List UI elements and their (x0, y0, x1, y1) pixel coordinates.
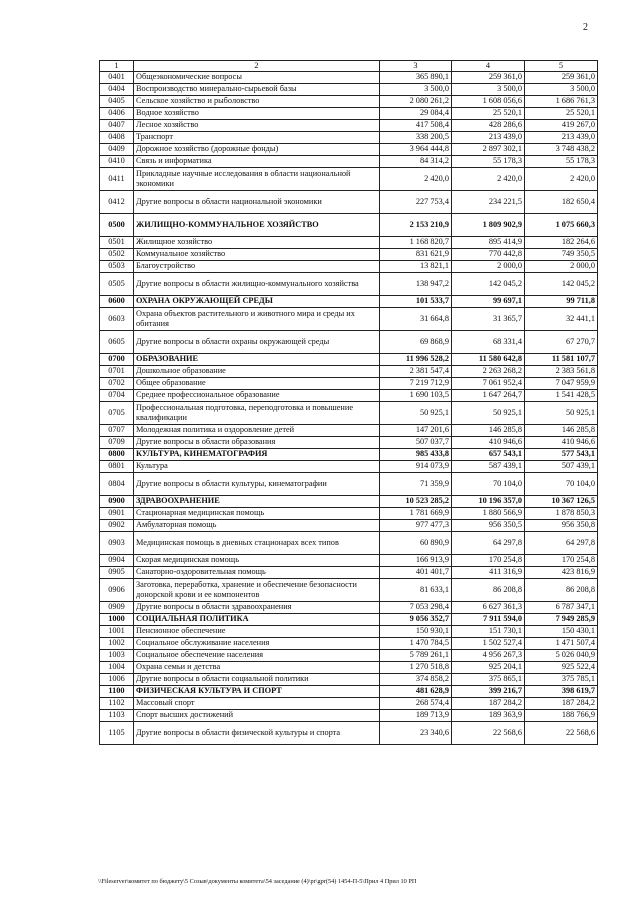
row-value-col4: 70 104,0 (452, 472, 525, 495)
row-value-col4: 399 216,7 (452, 685, 525, 697)
row-name: ФИЗИЧЕСКАЯ КУЛЬТУРА И СПОРТ (134, 685, 380, 697)
row-name: Среднее профессиональное образование (134, 389, 380, 401)
row-code: 0410 (100, 155, 134, 167)
row-value-col5: 25 520,1 (525, 107, 598, 119)
row-value-col3: 268 574,4 (380, 697, 452, 709)
row-value-col4: 2 420,0 (452, 167, 525, 190)
row-value-col4: 259 361,0 (452, 71, 525, 83)
page-number: 2 (583, 22, 588, 33)
table-row (100, 649, 598, 661)
row-name: Связь и информатика (134, 155, 380, 167)
row-name: Сельское хозяйство и рыболовство (134, 95, 380, 107)
row-value-col3: 2 080 261,2 (380, 95, 452, 107)
row-name: Коммунальное хозяйство (134, 248, 380, 260)
row-value-col5: 1 686 761,3 (525, 95, 598, 107)
table-row (100, 248, 598, 260)
section-row (100, 495, 598, 507)
row-value-col4: 189 363,9 (452, 709, 525, 721)
row-value-col3: 69 868,9 (380, 330, 452, 353)
table-row (100, 697, 598, 709)
row-value-col5: 64 297,8 (525, 531, 598, 554)
row-value-col3: 2 153 210,9 (380, 213, 452, 236)
row-value-col3: 71 359,9 (380, 472, 452, 495)
table-row (100, 83, 598, 95)
section-row (100, 613, 598, 625)
row-value-col4: 375 865,1 (452, 673, 525, 685)
table-row (100, 578, 598, 601)
row-value-col5: 11 581 107,7 (525, 353, 598, 365)
row-value-col3: 1 781 669,9 (380, 507, 452, 519)
row-name: Лесное хозяйство (134, 119, 380, 131)
row-code: 0705 (100, 401, 134, 424)
row-value-col5: 6 787 347,1 (525, 601, 598, 613)
row-name: Общеэкономические вопросы (134, 71, 380, 83)
row-value-col5: 7 949 285,9 (525, 613, 598, 625)
row-code: 0704 (100, 389, 134, 401)
table-row (100, 107, 598, 119)
row-value-col3: 401 401,7 (380, 566, 452, 578)
row-value-col3: 2 420,0 (380, 167, 452, 190)
row-value-col5: 1 075 660,3 (525, 213, 598, 236)
row-value-col5: 213 439,0 (525, 131, 598, 143)
table-row (100, 625, 598, 637)
table-row (100, 721, 598, 744)
row-value-col3: 5 789 261,1 (380, 649, 452, 661)
row-value-col4: 99 697,1 (452, 295, 525, 307)
table-row (100, 436, 598, 448)
table-row (100, 601, 598, 613)
row-name: Общее образование (134, 377, 380, 389)
row-value-col5: 259 361,0 (525, 71, 598, 83)
row-value-col4: 1 502 527,4 (452, 637, 525, 649)
table-row (100, 307, 598, 330)
row-name: Благоустройство (134, 260, 380, 272)
row-name: Воспроизводство минерально-сырьевой базы (134, 83, 380, 95)
row-value-col5: 22 568,6 (525, 721, 598, 744)
row-value-col3: 7 053 298,4 (380, 601, 452, 613)
row-value-col3: 2 381 547,4 (380, 365, 452, 377)
row-value-col4: 2 897 302,1 (452, 143, 525, 155)
table-header-row (100, 61, 598, 72)
row-value-col3: 10 523 285,2 (380, 495, 452, 507)
row-value-col3: 417 508,4 (380, 119, 452, 131)
row-code: 0505 (100, 272, 134, 295)
table-row (100, 131, 598, 143)
row-value-col4: 151 730,1 (452, 625, 525, 637)
row-name: Санаторно-оздоровительная помощь (134, 566, 380, 578)
row-code: 0902 (100, 519, 134, 531)
row-value-col5: 1 471 507,4 (525, 637, 598, 649)
row-value-col4: 3 500,0 (452, 83, 525, 95)
table-row (100, 167, 598, 190)
table-row (100, 472, 598, 495)
row-name: Другие вопросы в области социальной политики (134, 673, 380, 685)
row-value-col5: 142 045,2 (525, 272, 598, 295)
row-value-col4: 187 284,2 (452, 697, 525, 709)
row-name: Другие вопросы в области национальной экономики (134, 190, 380, 213)
row-code: 1006 (100, 673, 134, 685)
row-code: 0406 (100, 107, 134, 119)
table-row (100, 637, 598, 649)
table-row (100, 330, 598, 353)
row-code: 0709 (100, 436, 134, 448)
row-value-col4: 1 647 264,7 (452, 389, 525, 401)
row-value-col3: 365 890,1 (380, 71, 452, 83)
row-value-col3: 9 056 352,7 (380, 613, 452, 625)
row-name: Другие вопросы в области образования (134, 436, 380, 448)
row-value-col3: 374 858,2 (380, 673, 452, 685)
row-code: 1001 (100, 625, 134, 637)
row-name: Другие вопросы в области здравоохранения (134, 601, 380, 613)
row-name: КУЛЬТУРА, КИНЕМАТОГРАФИЯ (134, 448, 380, 460)
row-value-col4: 6 627 361,3 (452, 601, 525, 613)
row-value-col5: 2 000,0 (525, 260, 598, 272)
table-row (100, 566, 598, 578)
row-value-col4: 7 061 952,4 (452, 377, 525, 389)
row-code: 0702 (100, 377, 134, 389)
row-value-col4: 213 439,0 (452, 131, 525, 143)
row-name: Дошкольное образование (134, 365, 380, 377)
row-name: Заготовка, переработка, хранение и обеспечение безопасности донорской крови и ее компонентов (134, 578, 380, 601)
row-code: 0801 (100, 460, 134, 472)
row-value-col4: 410 946,6 (452, 436, 525, 448)
row-name: Охрана семьи и детства (134, 661, 380, 673)
column-header: 2 (134, 61, 380, 72)
row-value-col4: 1 880 566,9 (452, 507, 525, 519)
row-value-col4: 657 543,1 (452, 448, 525, 460)
row-value-col5: 749 350,5 (525, 248, 598, 260)
row-value-col5: 7 047 959,9 (525, 377, 598, 389)
row-value-col3: 507 037,7 (380, 436, 452, 448)
table-row (100, 190, 598, 213)
row-name: Пенсионное обеспечение (134, 625, 380, 637)
row-value-col5: 70 104,0 (525, 472, 598, 495)
row-value-col5: 170 254,8 (525, 554, 598, 566)
row-value-col5: 3 500,0 (525, 83, 598, 95)
row-code: 0904 (100, 554, 134, 566)
row-value-col5: 55 178,3 (525, 155, 598, 167)
row-name: Охрана объектов растительного и животного мира и среды их обитания (134, 307, 380, 330)
row-code: 1105 (100, 721, 134, 744)
row-code: 0909 (100, 601, 134, 613)
table-row (100, 554, 598, 566)
row-value-col4: 411 316,9 (452, 566, 525, 578)
row-value-col5: 507 439,1 (525, 460, 598, 472)
row-value-col3: 985 433,8 (380, 448, 452, 460)
row-value-col4: 895 414,9 (452, 236, 525, 248)
row-value-col3: 101 533,7 (380, 295, 452, 307)
row-name: Медицинская помощь в дневных стационарах всех типов (134, 531, 380, 554)
row-code: 0407 (100, 119, 134, 131)
row-value-col5: 419 267,0 (525, 119, 598, 131)
row-code: 0804 (100, 472, 134, 495)
row-value-col4: 4 956 267,3 (452, 649, 525, 661)
row-name: ОХРАНА ОКРУЖАЮЩЕЙ СРЕДЫ (134, 295, 380, 307)
row-name: Амбулаторная помощь (134, 519, 380, 531)
row-value-col4: 2 000,0 (452, 260, 525, 272)
row-code: 0905 (100, 566, 134, 578)
row-value-col4: 146 285,8 (452, 424, 525, 436)
row-code: 0603 (100, 307, 134, 330)
row-name: Водное хозяйство (134, 107, 380, 119)
row-value-col3: 166 913,9 (380, 554, 452, 566)
row-value-col5: 182 650,4 (525, 190, 598, 213)
row-value-col3: 147 201,6 (380, 424, 452, 436)
row-name: Другие вопросы в области охраны окружающей среды (134, 330, 380, 353)
row-name: Молодежная политика и оздоровление детей (134, 424, 380, 436)
table-row (100, 424, 598, 436)
row-value-col3: 977 477,3 (380, 519, 452, 531)
row-value-col3: 481 628,9 (380, 685, 452, 697)
row-value-col4: 170 254,8 (452, 554, 525, 566)
row-value-col5: 188 766,9 (525, 709, 598, 721)
row-value-col5: 423 816,9 (525, 566, 598, 578)
row-value-col5: 1 878 850,3 (525, 507, 598, 519)
row-value-col4: 22 568,6 (452, 721, 525, 744)
row-value-col3: 1 270 518,8 (380, 661, 452, 673)
row-value-col4: 68 331,4 (452, 330, 525, 353)
row-value-col4: 50 925,1 (452, 401, 525, 424)
row-code: 0503 (100, 260, 134, 272)
row-value-col4: 956 350,5 (452, 519, 525, 531)
table-row (100, 95, 598, 107)
row-name: Другие вопросы в области культуры, кинематографии (134, 472, 380, 495)
row-value-col5: 2 383 561,8 (525, 365, 598, 377)
row-code: 0900 (100, 495, 134, 507)
row-name: ОБРАЗОВАНИЕ (134, 353, 380, 365)
row-code: 0903 (100, 531, 134, 554)
row-code: 0411 (100, 167, 134, 190)
row-value-col3: 7 219 712,9 (380, 377, 452, 389)
row-value-col5: 375 785,1 (525, 673, 598, 685)
row-value-col3: 1 690 103,5 (380, 389, 452, 401)
row-value-col5: 2 420,0 (525, 167, 598, 190)
row-code: 1100 (100, 685, 134, 697)
row-value-col4: 234 221,5 (452, 190, 525, 213)
footer-file-path: \\Fileserver\комитет по бюджету\5 Созыв\документы комитета\54 заседание (4)\pr\gpr(54) 1454-П-5\Прил 4 Прил 10 РП (98, 878, 417, 885)
row-name: ЗДРАВООХРАНЕНИЕ (134, 495, 380, 507)
row-value-col5: 398 619,7 (525, 685, 598, 697)
table-row (100, 661, 598, 673)
row-value-col5: 67 270,7 (525, 330, 598, 353)
row-name: ЖИЛИЩНО-КОММУНАЛЬНОЕ ХОЗЯЙСТВО (134, 213, 380, 236)
row-name: СОЦИАЛЬНАЯ ПОЛИТИКА (134, 613, 380, 625)
row-value-col4: 428 286,6 (452, 119, 525, 131)
row-code: 0404 (100, 83, 134, 95)
column-header: 1 (100, 61, 134, 72)
row-value-col3: 138 947,2 (380, 272, 452, 295)
table-row (100, 389, 598, 401)
row-value-col5: 32 441,1 (525, 307, 598, 330)
section-row (100, 685, 598, 697)
table-row (100, 71, 598, 83)
table-row (100, 401, 598, 424)
row-value-col5: 956 350,8 (525, 519, 598, 531)
row-code: 0901 (100, 507, 134, 519)
row-value-col4: 587 439,1 (452, 460, 525, 472)
row-name: Другие вопросы в области жилищно-коммунального хозяйства (134, 272, 380, 295)
row-code: 0405 (100, 95, 134, 107)
row-value-col5: 5 026 040,9 (525, 649, 598, 661)
row-value-col4: 55 178,3 (452, 155, 525, 167)
row-name: Скорая медицинская помощь (134, 554, 380, 566)
row-code: 0600 (100, 295, 134, 307)
row-name: Дорожное хозяйство (дорожные фонды) (134, 143, 380, 155)
row-name: Социальное обеспечение населения (134, 649, 380, 661)
table-row (100, 709, 598, 721)
row-value-col3: 1 168 820,7 (380, 236, 452, 248)
row-value-col5: 187 284,2 (525, 697, 598, 709)
row-value-col3: 3 500,0 (380, 83, 452, 95)
row-value-col5: 925 522,4 (525, 661, 598, 673)
budget-table (99, 60, 598, 745)
row-value-col3: 50 925,1 (380, 401, 452, 424)
table-row (100, 365, 598, 377)
row-value-col3: 81 633,1 (380, 578, 452, 601)
row-value-col3: 338 200,5 (380, 131, 452, 143)
row-value-col4: 11 580 642,8 (452, 353, 525, 365)
row-value-col5: 10 367 126,5 (525, 495, 598, 507)
table-row (100, 460, 598, 472)
row-value-col3: 13 821,1 (380, 260, 452, 272)
table-row (100, 507, 598, 519)
row-value-col3: 831 621,9 (380, 248, 452, 260)
row-value-col3: 914 073,9 (380, 460, 452, 472)
row-code: 0707 (100, 424, 134, 436)
row-code: 0700 (100, 353, 134, 365)
row-code: 0906 (100, 578, 134, 601)
row-value-col3: 189 713,9 (380, 709, 452, 721)
row-value-col5: 577 543,1 (525, 448, 598, 460)
row-value-col4: 31 365,7 (452, 307, 525, 330)
row-code: 0605 (100, 330, 134, 353)
column-header: 4 (452, 61, 525, 72)
row-name: Стационарная медицинская помощь (134, 507, 380, 519)
column-header: 3 (380, 61, 452, 72)
row-value-col3: 1 470 784,5 (380, 637, 452, 649)
row-name: Спорт высших достижений (134, 709, 380, 721)
row-value-col4: 64 297,8 (452, 531, 525, 554)
section-row (100, 448, 598, 460)
row-value-col4: 2 263 268,2 (452, 365, 525, 377)
row-value-col3: 60 890,9 (380, 531, 452, 554)
row-name: Жилищное хозяйство (134, 236, 380, 248)
row-value-col5: 3 748 438,2 (525, 143, 598, 155)
table-row (100, 155, 598, 167)
row-value-col5: 182 264,6 (525, 236, 598, 248)
column-header: 5 (525, 61, 598, 72)
row-code: 0408 (100, 131, 134, 143)
row-value-col4: 25 520,1 (452, 107, 525, 119)
row-name: Массовый спорт (134, 697, 380, 709)
row-value-col5: 150 430,1 (525, 625, 598, 637)
row-value-col4: 1 809 902,9 (452, 213, 525, 236)
row-value-col5: 86 208,8 (525, 578, 598, 601)
row-value-col3: 29 084,4 (380, 107, 452, 119)
row-code: 0412 (100, 190, 134, 213)
table-row (100, 519, 598, 531)
row-name: Транспорт (134, 131, 380, 143)
row-value-col3: 11 996 528,2 (380, 353, 452, 365)
section-row (100, 213, 598, 236)
row-value-col5: 50 925,1 (525, 401, 598, 424)
row-value-col4: 86 208,8 (452, 578, 525, 601)
row-value-col5: 1 541 428,5 (525, 389, 598, 401)
section-row (100, 295, 598, 307)
table-row (100, 377, 598, 389)
row-code: 1004 (100, 661, 134, 673)
table-row (100, 673, 598, 685)
row-value-col3: 3 964 444,8 (380, 143, 452, 155)
row-value-col3: 23 340,6 (380, 721, 452, 744)
row-value-col5: 146 285,8 (525, 424, 598, 436)
row-name: Профессиональная подготовка, переподготовка и повышение квалификации (134, 401, 380, 424)
row-code: 0409 (100, 143, 134, 155)
row-value-col4: 10 196 357,0 (452, 495, 525, 507)
row-name: Прикладные научные исследования в области национальной экономики (134, 167, 380, 190)
row-code: 0401 (100, 71, 134, 83)
row-value-col4: 142 045,2 (452, 272, 525, 295)
table-row (100, 531, 598, 554)
section-row (100, 353, 598, 365)
row-value-col4: 770 442,8 (452, 248, 525, 260)
row-value-col3: 227 753,4 (380, 190, 452, 213)
table-row (100, 272, 598, 295)
row-name: Другие вопросы в области физической культуры и спорта (134, 721, 380, 744)
table-row (100, 143, 598, 155)
row-code: 1103 (100, 709, 134, 721)
row-code: 0800 (100, 448, 134, 460)
row-code: 1002 (100, 637, 134, 649)
row-value-col4: 7 911 594,0 (452, 613, 525, 625)
row-code: 0701 (100, 365, 134, 377)
row-value-col3: 31 664,8 (380, 307, 452, 330)
row-code: 0500 (100, 213, 134, 236)
row-value-col5: 410 946,6 (525, 436, 598, 448)
row-code: 1000 (100, 613, 134, 625)
row-code: 1003 (100, 649, 134, 661)
row-name: Культура (134, 460, 380, 472)
row-value-col3: 84 314,2 (380, 155, 452, 167)
row-code: 0502 (100, 248, 134, 260)
row-value-col4: 925 204,1 (452, 661, 525, 673)
row-name: Социальное обслуживание населения (134, 637, 380, 649)
row-code: 1102 (100, 697, 134, 709)
table-row (100, 260, 598, 272)
table-row (100, 119, 598, 131)
row-code: 0501 (100, 236, 134, 248)
row-value-col3: 150 930,1 (380, 625, 452, 637)
row-value-col5: 99 711,8 (525, 295, 598, 307)
row-value-col4: 1 608 056,6 (452, 95, 525, 107)
table-row (100, 236, 598, 248)
